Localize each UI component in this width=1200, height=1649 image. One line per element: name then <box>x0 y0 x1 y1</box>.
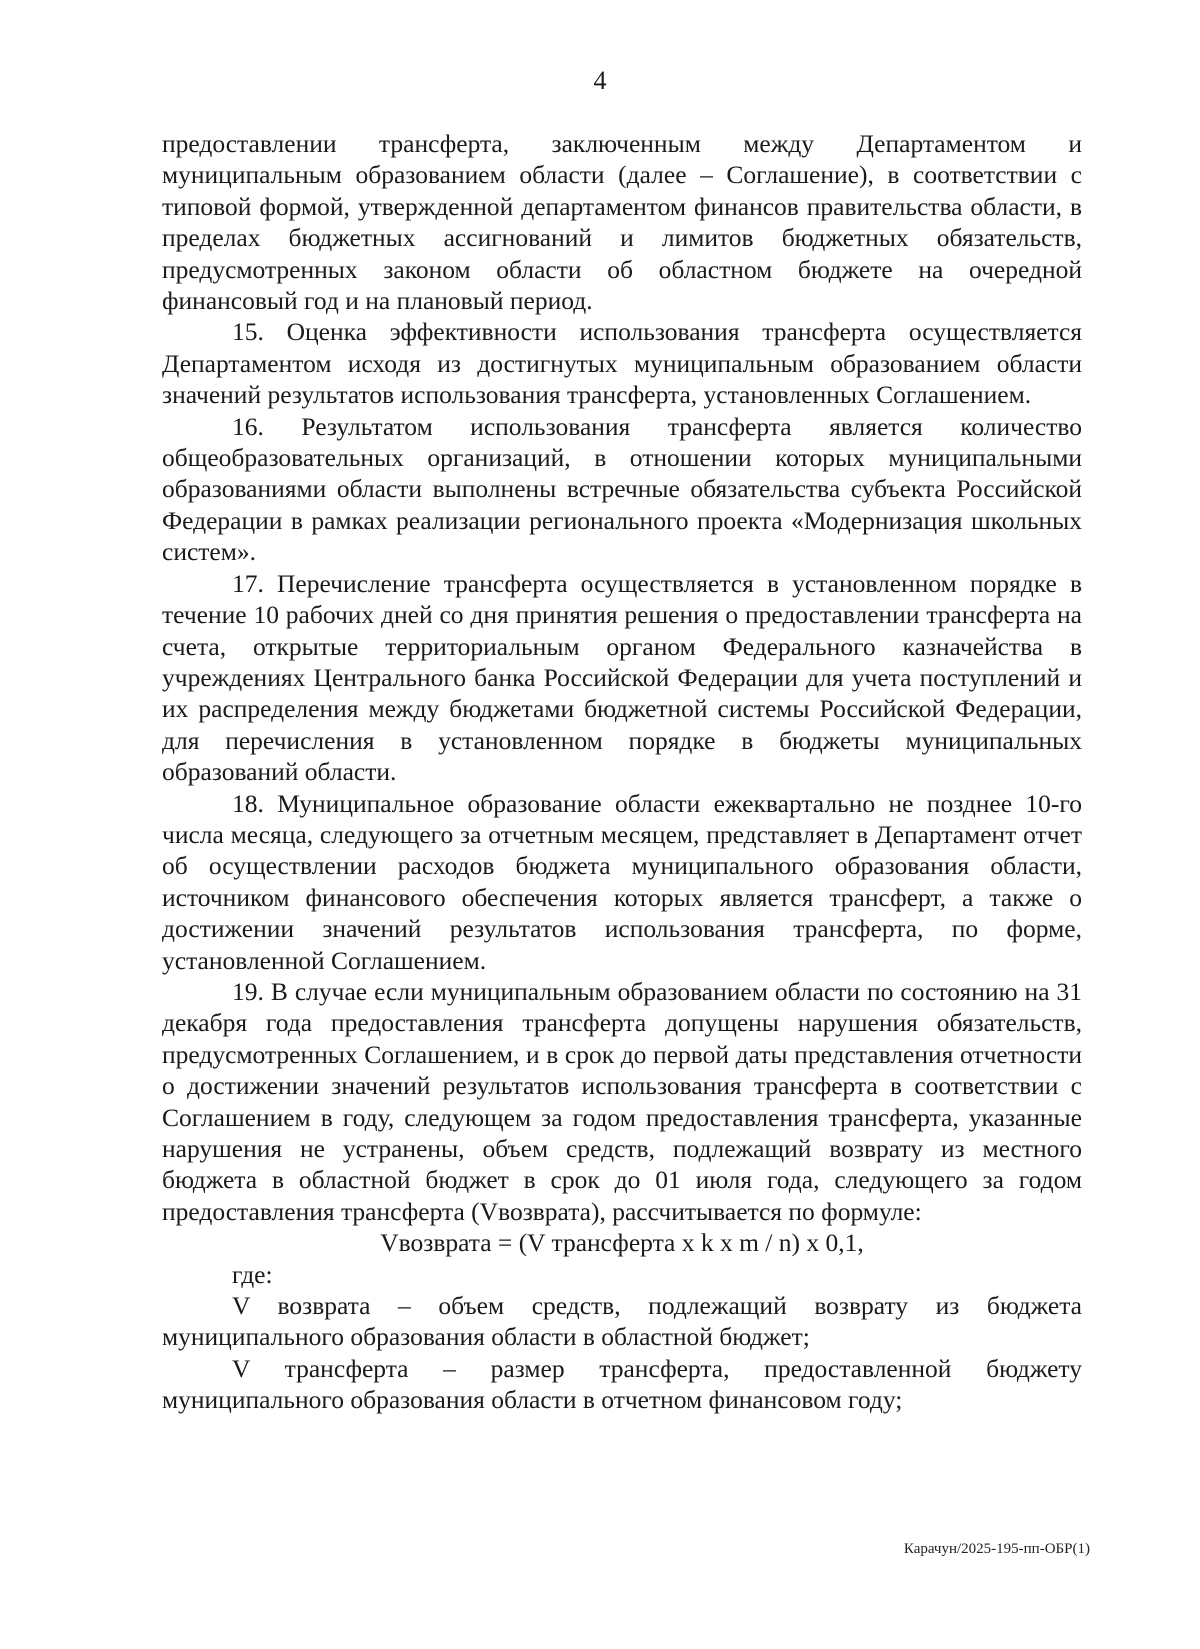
definition-v-return: V возврата – объем средств, подлежащий возврату из бюджета муниципального образования области в областной бюджет; <box>162 1291 1082 1352</box>
paragraph-18: 18. Муниципальное образование области ежеквартально не позднее 10-го числа месяца, следующего за отчетным месяцем, представляет в Департамент отчет об осуществлении расходов бюджета муниципального образования области, источником финансового обеспечения которых является трансферт, а также о достижении значений результатов использования трансферта, по форме, установленной Соглашением. <box>162 788 1082 975</box>
document-code: Карачун/2025-195-пп-ОБР(1) <box>903 1541 1090 1557</box>
definition-v-transfer: V трансферта – размер трансферта, предоставленной бюджету муниципального образования области в отчетном финансовом году; <box>162 1353 1082 1415</box>
page-number: 4 <box>593 66 607 95</box>
paragraph-19: 19. В случае если муниципальным образованием области по состоянию на 31 декабря года предоставления трансферта допущены нарушения обязательств, предусмотренных Соглашением, и в срок до первой даты представления отчетности о достижении значений результатов использования трансферта в соответствии с Соглашением в году, следующем за годом предоставления трансферта, указанные нарушения не устранены, объем средств, подлежащий возврату из местного бюджета в областной бюджет в срок до 01 июля года, следующего за годом предоставления трансферта (Vвозврата), рассчитывается по формуле: <box>162 976 1082 1226</box>
where-label: где: <box>232 1259 273 1289</box>
paragraph-17: 17. Перечисление трансферта осуществляется в установленном порядке в течение 10 рабочих дней со дня принятия решения о предоставлении трансферта на счета, открытые территориальным органом Федерального казначейства в учреждениях Центрального банка Российской Федерации для учета поступлений и их распределения между бюджетами бюджетной системы Российской Федерации, для перечисления в установленном порядке в бюджеты муниципальных образований области. <box>162 568 1082 787</box>
return-formula: Vвозврата = (V трансферта x k x m / n) x 0,1, <box>380 1228 864 1258</box>
paragraph-continuation: предоставлении трансферта, заключенным между Департаментом и муниципальным образованием области (далее – Соглашение), в соответствии с типовой формой, утвержденной департаментом финансов правительства области, в пределах бюджетных ассигнований и лимитов бюджетных обязательств, предусмотренных законом области об областном бюджете на очередной финансовый год и на плановый период. <box>162 129 1082 316</box>
paragraph-16: 16. Результатом использования трансферта является количество общеобразовательных организаций, в отношении которых муниципальными образованиями области выполнены встречные обязательства субъекта Российской Федерации в рамках реализации регионального проекта «Модернизация школьных систем». <box>162 411 1082 567</box>
document-body <box>162 128 1082 1416</box>
paragraph-15: 15. Оценка эффективности использования трансферта осуществляется Департаментом исходя из достигнутых муниципальным образованием области значений результатов использования трансферта, установленных Соглашением. <box>162 317 1082 410</box>
